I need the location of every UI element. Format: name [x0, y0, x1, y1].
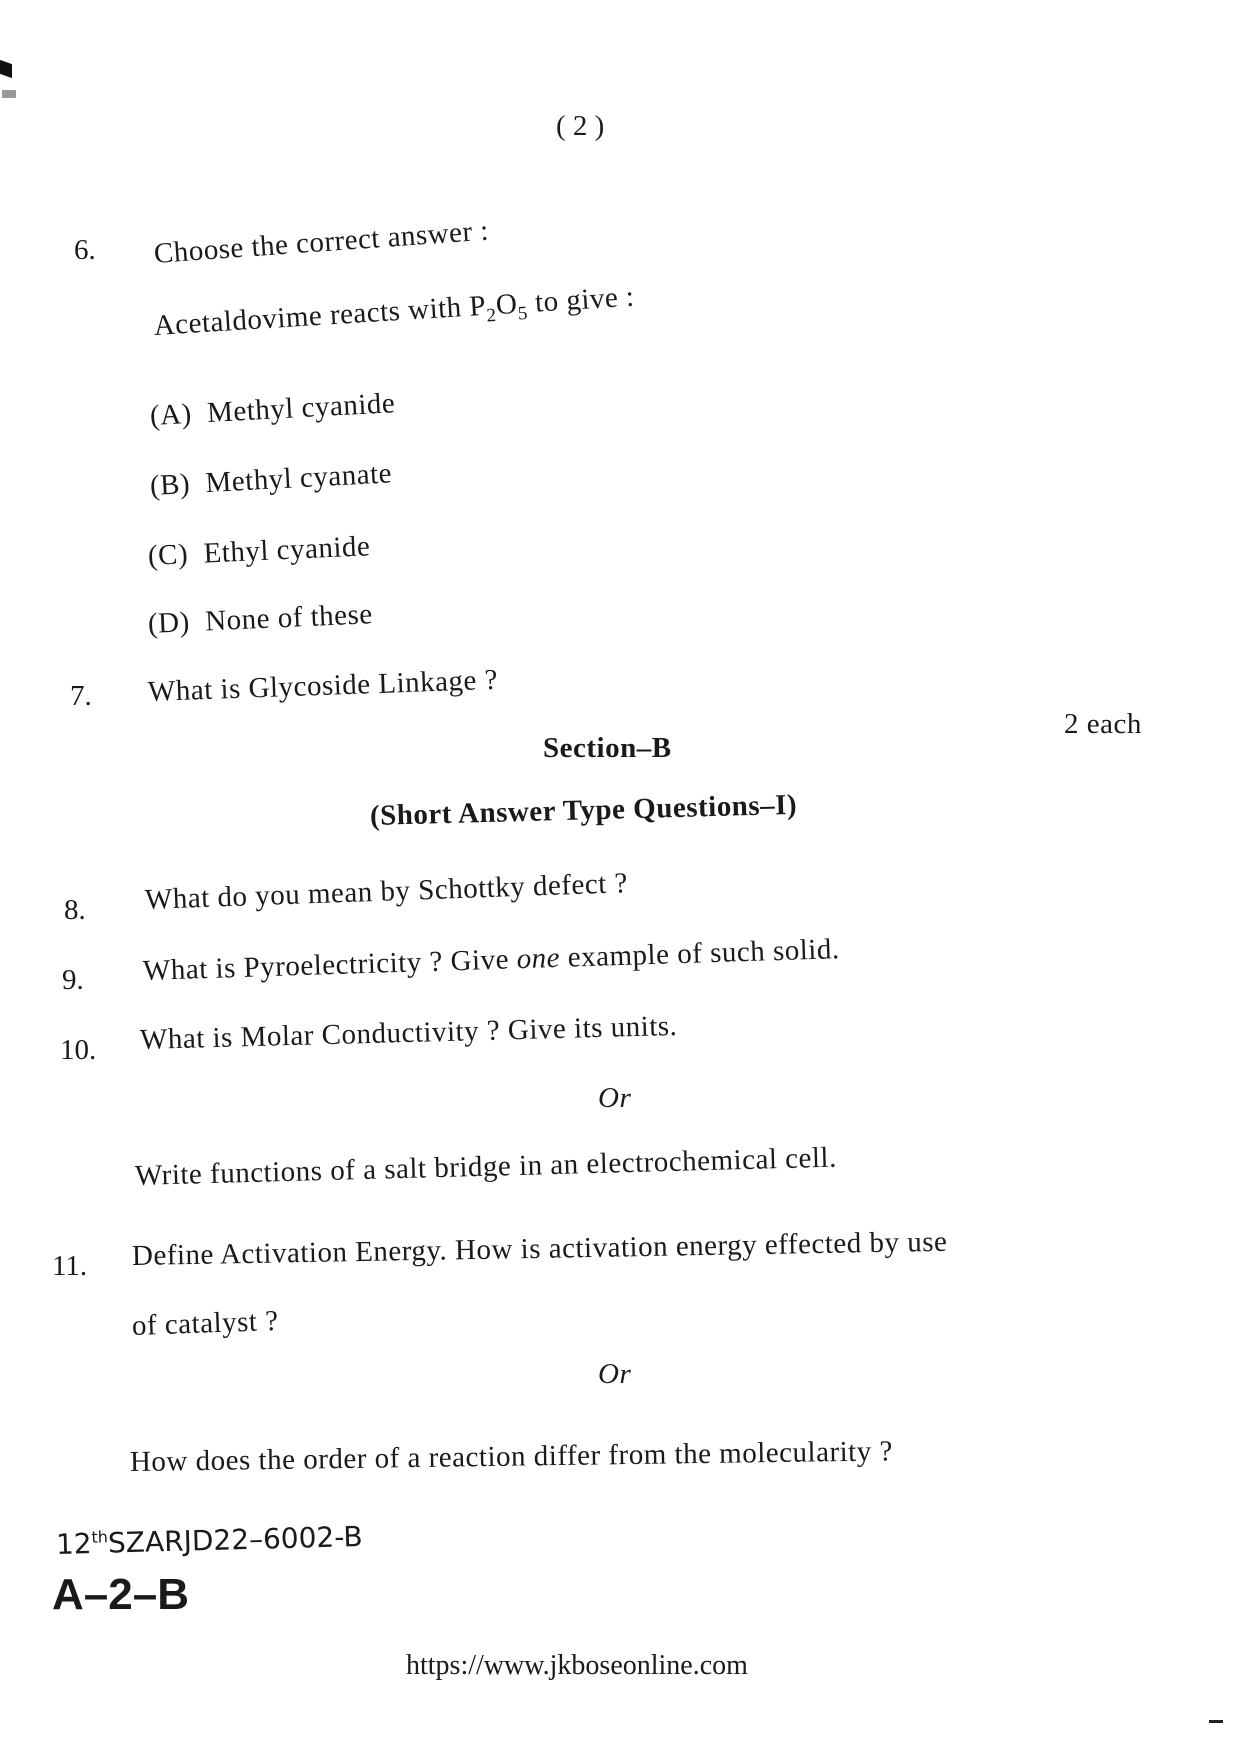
formula-p: P	[468, 289, 487, 323]
q9-text-after: example of such solid.	[559, 933, 841, 974]
scan-mark	[1209, 1720, 1223, 1723]
option-text: Ethyl cyanide	[202, 530, 371, 570]
formula-sub-2: 2	[485, 304, 498, 327]
question-9-text	[142, 933, 840, 988]
option-b	[149, 457, 393, 503]
question-7-text: What is Glycoside Linkage ?	[147, 663, 499, 708]
code-rest: SZARJD22–6002-B	[107, 1519, 363, 1560]
scan-mark	[0, 60, 12, 78]
page-number: ( 2 )	[556, 110, 605, 142]
set-code: A–2–B	[52, 1570, 189, 1619]
q9-text-before: What is Pyroelectricity ? Give	[142, 943, 518, 987]
stem-before: Acetaldovime reacts with	[152, 290, 471, 342]
code-superscript: th	[91, 1527, 109, 1547]
question-11-number: 11.	[52, 1250, 88, 1282]
question-11-alternative: How does the order of a reaction differ from the molecularity ?	[129, 1435, 894, 1478]
option-text: Methyl cyanate	[204, 457, 393, 500]
option-a	[149, 387, 396, 433]
question-6-prompt: Choose the correct answer :	[152, 214, 490, 270]
option-c	[147, 530, 371, 573]
question-6-number: 6.	[74, 234, 96, 266]
formula-o: O	[494, 287, 519, 322]
question-11-line2: of catalyst ?	[131, 1304, 280, 1342]
option-label: (D)	[147, 606, 191, 640]
question-10-alternative: Write functions of a salt bridge in an electrochemical cell.	[134, 1141, 838, 1192]
question-8-number: 8.	[64, 894, 86, 926]
formula-sub-5: 5	[517, 302, 529, 325]
section-title: Section–B	[543, 732, 672, 764]
option-text: None of these	[204, 598, 374, 638]
question-10-or: Or	[598, 1082, 632, 1114]
code-prefix: 12	[55, 1527, 93, 1561]
option-label: (A)	[149, 397, 193, 432]
option-label: (C)	[147, 538, 189, 572]
paper-code	[56, 1520, 363, 1561]
q9-emphasis: one	[516, 941, 561, 976]
scan-mark	[2, 90, 16, 98]
section-subtitle: (Short Answer Type Questions–I)	[369, 788, 798, 832]
option-label: (B)	[149, 467, 191, 502]
website-url: https://www.jkboseonline.com	[406, 1650, 748, 1681]
option-d	[147, 598, 373, 641]
question-6-stem	[153, 281, 636, 348]
question-10-number: 10.	[60, 1034, 97, 1066]
question-10-text: What is Molar Conductivity ? Give its units.	[139, 1009, 678, 1056]
question-9-number: 9.	[62, 964, 84, 996]
question-8-text: What do you mean by Schottky defect ?	[144, 867, 629, 916]
question-11-line1: Define Activation Energy. How is activation energy effected by use	[131, 1225, 948, 1272]
marks-label: 2 each	[1064, 708, 1142, 740]
question-7-number: 7.	[70, 680, 92, 712]
option-text: Methyl cyanide	[206, 387, 396, 429]
question-11-or: Or	[598, 1358, 632, 1390]
stem-after: to give :	[526, 280, 636, 320]
